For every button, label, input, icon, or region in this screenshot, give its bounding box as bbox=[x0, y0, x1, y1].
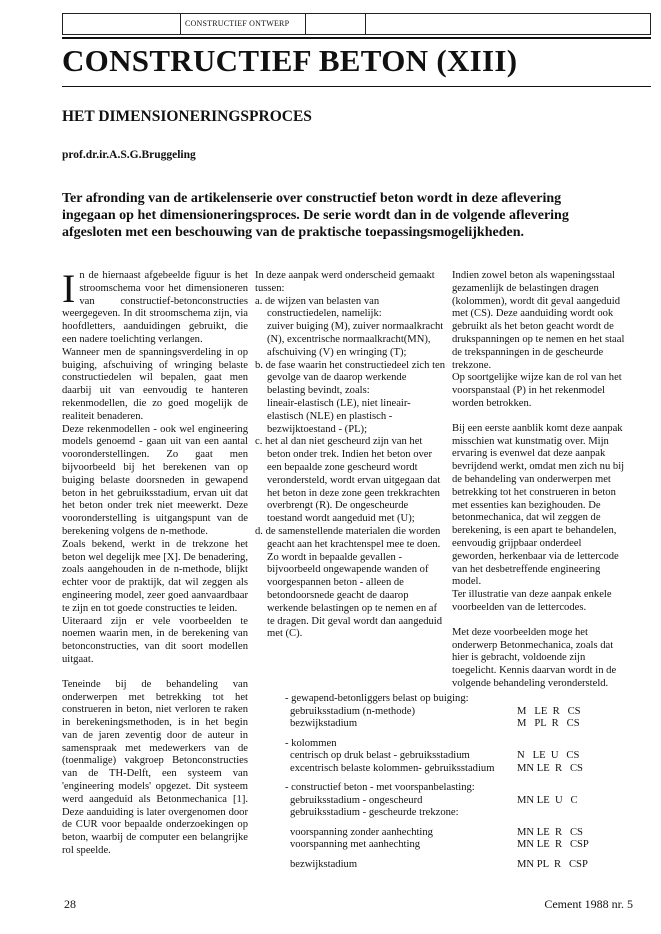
example-row bbox=[285, 839, 635, 852]
header-rule bbox=[62, 37, 651, 39]
example-label: centrisch op druk belast - gebruiksstadium bbox=[290, 750, 470, 761]
list-item: b. de fase waarin het constructiedeel zich ten gevolge van de daarop werkende belasting bevindt, zoals: bbox=[255, 359, 446, 397]
title-rule bbox=[62, 86, 651, 87]
list-item-detail: lineair-elastisch (LE), niet lineair-elastisch (NLE) en plastisch - bezwijktoestand - (PL); bbox=[267, 397, 411, 435]
paragraph: Deze rekenmodellen - ook wel engineering models genoemd - gaan uit van een aantal vooronderstellingen. Zo gaat men bijvoorbeeld bij het berekenen van op buiging belaste doorsneden in gewapend beton in het gebruiksstadium, ervan uit dat het beton onder trek niet meewerkt. Deze vooronderstelling is uitgangspunt van de berekening volgens de n-methode. bbox=[62, 423, 248, 537]
header-bar bbox=[62, 13, 651, 35]
header-cell-blank bbox=[63, 14, 181, 34]
example-row bbox=[285, 738, 635, 751]
paragraph: Uiteraard zijn er vele voorbeelden te noemen waarin men, in de berekening van betonconstructies, van dit soort modellen uitgaat. bbox=[62, 615, 248, 665]
example-row bbox=[285, 750, 635, 763]
paragraph: Teneinde bij de behandeling van onderwerpen met betrekking tot het construeren in beton, niet verloren te raken in berekeningsmethoden, is in het begin van de jaren zeventig door de auteur in samenspraak met medewerkers van de (toenmalige) vakgroep Betonconstructies van de TH-Delft, een systeem van 'engineering models' opgezet. Dit systeem werd aangeduid als Betonmechanica [1]. Deze aanduiding is later overgenomen door de CUR voor bepaalde onderzoekingen op beton, waarbij de computer een belangrijke rol speelde. bbox=[62, 678, 248, 857]
example-lettercode: M LE R CS bbox=[517, 705, 581, 717]
paragraph: Ter illustratie van deze aanpak enkele voorbeelden van de lettercodes. bbox=[452, 589, 612, 613]
example-label: voorspanning zonder aanhechting bbox=[290, 826, 433, 838]
paragraph: Bij een eerste aanblik komt deze aanpak misschien wat kunstmatig over. Mijn ervaring is evenwel dat deze aanpak bevrijdend werkt, omdat men zich nu bij de behandeling van onderwerpen met betrekking tot het construeren in beton met essenties kan bezighouden. De betonmechanica, dat wil zeggen de berekening, is een apart te behandelen, eenvoudig grijpbaar onderdeel geworden, herkenbaar via de lettercode van het desbetreffende engineering model. bbox=[452, 422, 625, 588]
header-cell-blank bbox=[306, 14, 366, 34]
example-row bbox=[285, 827, 635, 840]
lettercode-examples-table bbox=[285, 693, 635, 871]
intro-paragraph: Ter afronding van de artikelenserie over constructief beton wordt in deze aflevering ingegaan op het dimensioneringsproces. De serie wordt dan in de volgende aflevering afgesloten met een beschouwing van de praktische toepassingsmogelijkheden. bbox=[62, 191, 569, 241]
example-label: gebruiksstadium - gescheurde trekzone: bbox=[290, 807, 459, 818]
example-lettercode: M PL R CS bbox=[517, 718, 580, 729]
list-item: c. het al dan niet gescheurd zijn van het beton onder trek. Indien het beton over een bepaalde zone gescheurd wordt verondersteld, wordt ervan uitgegaan dat het beton in deze zone geen trekkrachten overbrengt (R). De ongescheurde toestand wordt aangeduid met (U); bbox=[255, 436, 441, 525]
example-row bbox=[285, 693, 635, 706]
example-lettercode: N LE U CS bbox=[517, 750, 580, 761]
page-number: 28 bbox=[64, 897, 76, 911]
paragraph: Zoals bekend, werkt in de trekzone het beton wel degelijk mee [X]. De benadering, zoals aangehouden in de n-methode, blijkt echter voor de praktijk, dat wil zeggen als engineering model, zeer goed aanvaardbaar te zijn en tot goede constructies te leiden. bbox=[62, 538, 248, 614]
example-row bbox=[285, 795, 635, 808]
drop-cap: I bbox=[62, 266, 76, 311]
example-lettercode: MN LE R CS bbox=[517, 826, 583, 838]
paragraph: In deze aanpak werd onderscheid gemaakt tussen: bbox=[255, 270, 435, 294]
example-row bbox=[285, 763, 635, 776]
example-lettercode: MN LE R CSP bbox=[517, 839, 589, 850]
example-label: excentrisch belaste kolommen- gebruiksstadium bbox=[290, 762, 495, 774]
example-label: - constructief beton - met voorspanbelasting: bbox=[285, 782, 475, 793]
list-item-detail: zuiver buiging (M), zuiver normaalkracht (N), excentrische normaalkracht(MN), afschuiving (V) en wringing (T); bbox=[267, 321, 444, 358]
paragraph: Op soortgelijke wijze kan de rol van het voorspanstaal (P) in het rekenmodel worden betrokken. bbox=[452, 372, 622, 409]
paragraph: Wanneer men de spanningsverdeling in op buiging, afschuiving of wringing belaste constructiedelen wil bepalen, gaat men daarbij uit van eenvoudig te hanteren rekenmodellen, die zo goed mogelijk de realiteit benaderen. bbox=[62, 346, 248, 422]
column-1 bbox=[62, 266, 248, 858]
row-spacer bbox=[285, 775, 635, 782]
example-label: - gewapend-betonliggers belast op buiging: bbox=[285, 693, 469, 704]
example-row bbox=[285, 859, 635, 872]
page-title: CONSTRUCTIEF BETON (XIII) bbox=[62, 43, 518, 78]
column-2 bbox=[255, 270, 445, 641]
journal-info: Cement 1988 nr. 5 bbox=[544, 897, 633, 911]
paragraph: In de hiernaast afgebeelde figuur is het stroomschema voor het dimensioneren van constructief-betonconstructies weergegeven. In dit stroomschema zijn, via hoofdletters, aanduidingen gebruikt, die een nadere toelichting verlangen. bbox=[62, 266, 248, 345]
author-byline: prof.dr.ir.A.S.G.Bruggeling bbox=[62, 149, 196, 161]
example-lettercode: MN PL R CSP bbox=[517, 858, 588, 870]
paragraph: Indien zowel beton als wapeningsstaal gezamenlijk de belastingen dragen (kolommen), wordt dit geval aangeduid met (CS). Deze aanduiding wordt ook gebruikt als het beton geacht wordt de drukspanningen op te nemen en het staal de trekspanningen in de gescheurde trekzone. bbox=[452, 270, 625, 371]
example-lettercode: MN LE R CS bbox=[517, 762, 583, 774]
example-label: gebruiksstadium (n-methode) bbox=[290, 705, 416, 717]
example-label: bezwijkstadium bbox=[290, 858, 358, 870]
row-spacer bbox=[285, 852, 635, 859]
example-lettercode: MN LE U C bbox=[517, 794, 578, 806]
example-row bbox=[285, 807, 635, 820]
article-subtitle: HET DIMENSIONERINGSPROCES bbox=[62, 108, 312, 125]
paragraph: Met deze voorbeelden moge het onderwerp Betonmechanica, zoals dat hier is gebracht, voldoende zijn toegelicht. Kennis daarvan wordt in de volgende behandeling verondersteld. bbox=[452, 626, 617, 689]
example-label: - kolommen bbox=[285, 737, 337, 749]
example-row bbox=[285, 782, 635, 795]
row-spacer bbox=[285, 820, 635, 827]
row-spacer bbox=[285, 731, 635, 738]
example-label: voorspanning met aanhechting bbox=[290, 839, 421, 850]
list-item: d. de samenstellende materialen die worden geacht aan het krachtenspel mee te doen. bbox=[255, 525, 441, 550]
example-row bbox=[285, 706, 635, 719]
list-item: a. de wijzen van belasten van constructiedelen, namelijk: bbox=[255, 295, 382, 320]
example-row bbox=[285, 718, 635, 731]
column-3 bbox=[452, 270, 627, 691]
example-label: bezwijkstadium bbox=[290, 718, 358, 729]
list-item-detail: Zo wordt in bepaalde gevallen - bijvoorbeeld ongewapende wanden of voorgespannen beton - alleen de betondoorsnede geacht de daarop werkende belastingen op te nemen en af te dragen. Dit geval wordt dan aangeduid met (C). bbox=[267, 551, 443, 640]
section-label: CONSTRUCTIEF ONTWERP bbox=[181, 14, 306, 34]
example-label: gebruiksstadium - ongescheurd bbox=[290, 794, 423, 806]
